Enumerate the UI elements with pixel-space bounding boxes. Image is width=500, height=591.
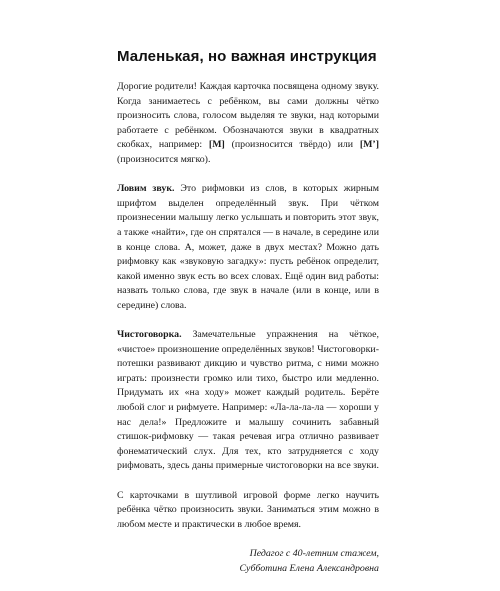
signature-line-1: Педагог с 40-летним стажем, (249, 548, 379, 559)
signature (117, 547, 379, 576)
signature-line-2: Субботина Елена Александровна (239, 562, 379, 574)
intro-text-3: (произносится мягко). (117, 153, 211, 165)
catch-sound-paragraph (117, 182, 379, 313)
sound-hard-label: [М] (208, 139, 225, 151)
closing-paragraph: С карточками в шутливой игровой форме легко научить ребёнка чётко произносить звуки. Заниматься этим можно в любом месте и практически в любое время. (117, 489, 379, 530)
catch-sound-text: Это рифмовки из слов, в которых жирным шрифтом выделен определённый звук. При чётком произнесении малышу легко услышать и повторить этот звук, а также «найти», где он спрятался — в начале, в середине или в конце слова. А, может, даже в двух местах? Можно дать рифмовку как «звуковую загадку»: пусть ребёнок определит, какой именно звук есть во всех словах. Ещё один вид работы: назвать только слова, где звук в начале (или в конце, или в середине) слова. (117, 183, 379, 311)
instruction-body (117, 80, 379, 591)
intro-paragraph (117, 80, 379, 168)
intro-text-2: (произносится твёрдо) или (224, 139, 360, 151)
tongue-twister-paragraph (117, 328, 379, 474)
sound-soft-label: [М’] (359, 139, 380, 151)
intro-text-1: Дорогие родители! Каждая карточка посвящена одному звуку. Когда занимаетесь с ребёнком, вы сами должны чётко произносить слова, голосом выделяя те звуки, над которыми работаете с ребёнком. Обозначаются звуки в квадратных скобках, например: (117, 81, 379, 151)
tongue-twister-text: Замечательные упражнения на чёткое, «чистое» произношение определённых звуков! Чистоговорки-потешки развивают дикцию и чувство ритма, с ними можно играть: произнести громко или тихо, быстро или медленно. Придумать их «на ходу» может каждый родитель. Берёте любой слог и рифмуете. Например: «Ла-ла-ла-ла — хороши у нас дела!» Предложите и малышу сочинить забавный стишок-рифмовку — такая речевая игра отлично развивает фонематический слух. Для тех, кто затрудняется с ходу рифмовать, здесь даны примерные чистоговорки на все звуки. (117, 329, 379, 472)
page-title: Маленькая, но важная инструкция (117, 48, 377, 65)
tongue-twister-heading: Чистоговорка. (117, 329, 182, 341)
catch-sound-heading: Ловим звук. (117, 183, 175, 195)
